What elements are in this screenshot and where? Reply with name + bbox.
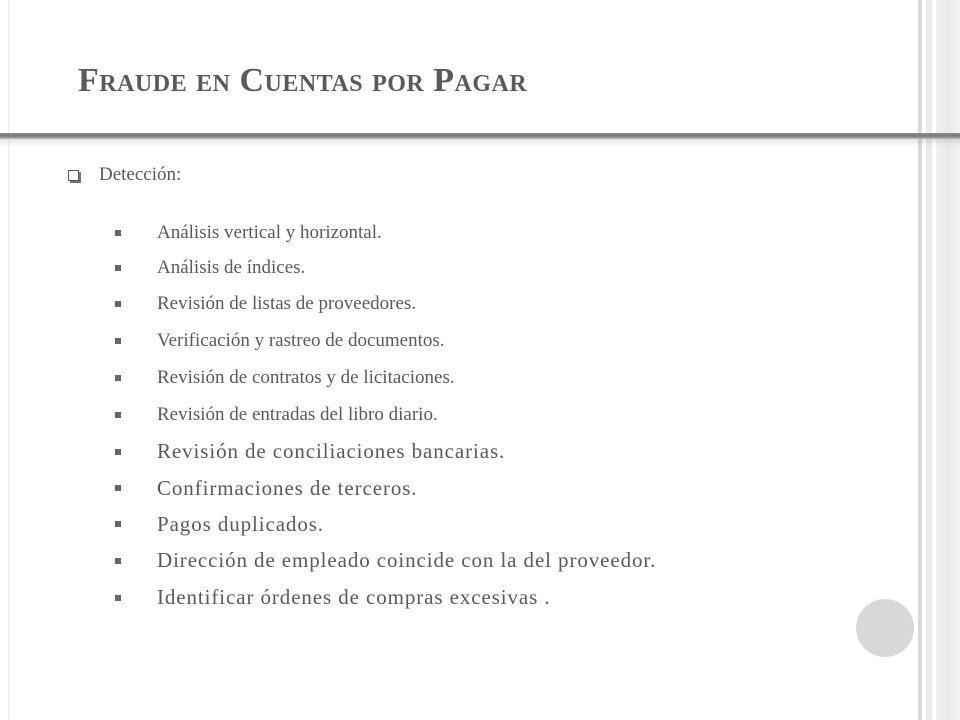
list-item bbox=[115, 470, 656, 506]
list-item-text: Revisión de contratos y de licitaciones. bbox=[157, 366, 455, 388]
list-item-text: Pagos duplicados. bbox=[157, 511, 324, 536]
slide-title: Fraude en Cuentas por Pagar bbox=[78, 62, 528, 99]
square-bullet-icon bbox=[115, 265, 121, 271]
list-item bbox=[115, 579, 656, 616]
right-stripe-1 bbox=[918, 0, 922, 720]
list-item bbox=[115, 396, 656, 433]
list-item bbox=[115, 322, 656, 359]
circle-decoration bbox=[856, 599, 914, 657]
square-bullet-icon bbox=[115, 230, 121, 236]
list-item-text: Verificación y rastreo de documentos. bbox=[157, 329, 445, 351]
list-item-text: Confirmaciones de terceros. bbox=[157, 475, 418, 500]
list-item-text: Análisis de índices. bbox=[157, 256, 306, 278]
bullet-list bbox=[115, 215, 656, 616]
square-bullet-icon bbox=[115, 375, 121, 381]
section-label: Detección: bbox=[99, 164, 182, 185]
square-bullet-icon bbox=[115, 412, 121, 418]
list-item-text: Identificar órdenes de compras excesivas . bbox=[157, 585, 551, 609]
square-bullet-icon bbox=[115, 449, 121, 455]
list-item bbox=[115, 250, 656, 285]
square-bullet-icon bbox=[115, 521, 121, 527]
right-stripe-3 bbox=[936, 0, 960, 720]
list-item-text: Revisión de entradas del libro diario. bbox=[157, 403, 438, 425]
list-item bbox=[115, 542, 656, 579]
list-item-text: Revisión de conciliaciones bancarias. bbox=[157, 439, 506, 463]
list-item-text: Dirección de empleado coincide con la del proveedor. bbox=[157, 548, 657, 572]
section-heading bbox=[68, 164, 181, 186]
list-item-text: Análisis vertical y horizontal. bbox=[157, 221, 382, 243]
list-item-text: Revisión de listas de proveedores. bbox=[157, 292, 417, 314]
frame-left-line bbox=[8, 0, 9, 720]
list-item bbox=[115, 285, 656, 322]
square-bullet-icon bbox=[115, 301, 121, 307]
list-item bbox=[115, 215, 656, 250]
right-stripe-2 bbox=[926, 0, 932, 720]
title-underline-shadow bbox=[0, 139, 960, 147]
square-bullet-icon bbox=[115, 338, 121, 344]
list-item bbox=[115, 506, 656, 542]
checkbox-icon bbox=[68, 170, 79, 181]
list-item bbox=[115, 359, 656, 396]
square-bullet-icon bbox=[115, 595, 121, 601]
list-item bbox=[115, 433, 656, 470]
square-bullet-icon bbox=[115, 558, 121, 564]
square-bullet-icon bbox=[115, 485, 121, 491]
